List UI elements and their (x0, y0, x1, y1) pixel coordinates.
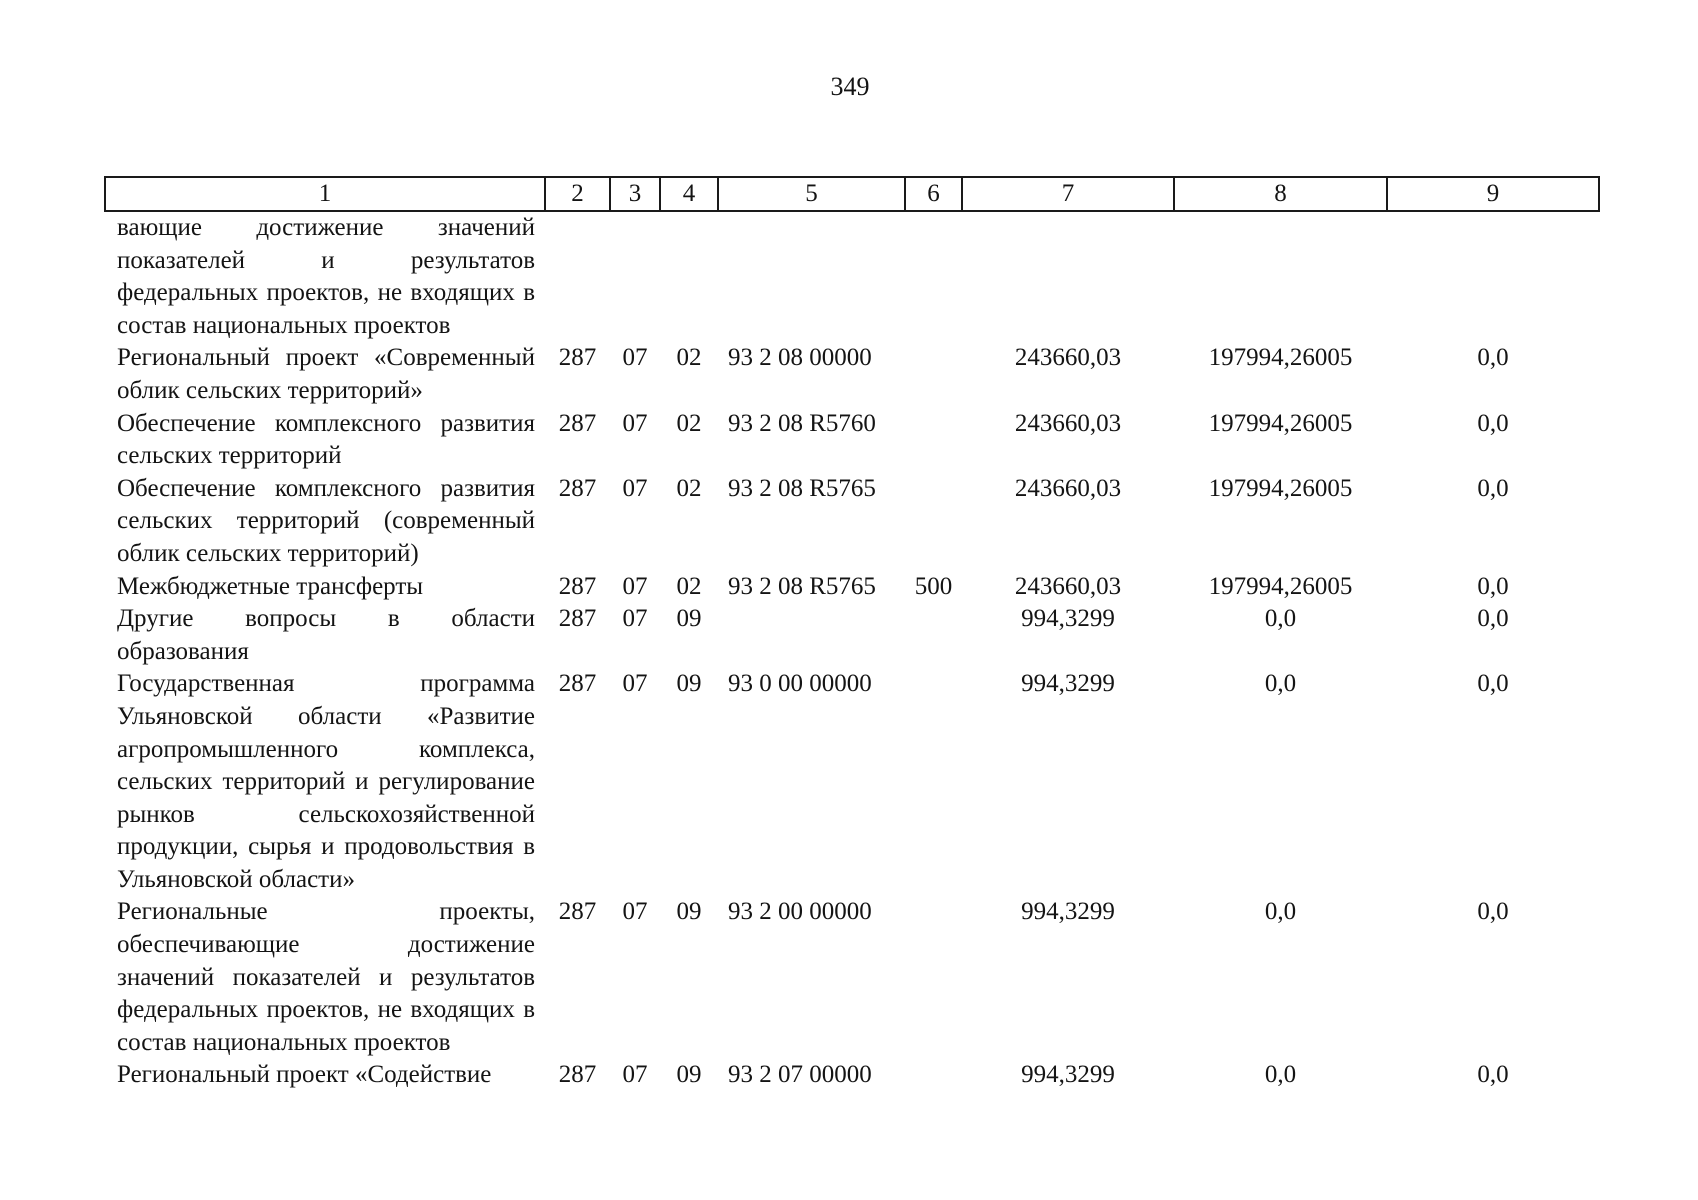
cell-col9: 0,0 (1477, 344, 1509, 372)
row-name: Региональные проекты, обеспечивающие достижение значений показателей и результатов федеральных проектов, не входящих в состав национальных проектов (117, 898, 535, 1056)
cell-col2: 287 (558, 409, 597, 437)
table-row (105, 1059, 1599, 1092)
column-header-9: 9 (1387, 177, 1599, 211)
row-name: Обеспечение комплексного развития сельских территорий (117, 409, 535, 470)
cell-col5: 93 2 08 R5760 (728, 409, 876, 437)
cell-col2: 287 (558, 898, 597, 926)
cell-col7: 243660,03 (1014, 409, 1122, 437)
cell-col8 (1174, 211, 1387, 342)
cell-col6 (905, 408, 962, 473)
cell-col5 (718, 603, 905, 668)
cell-col8: 0,0 (1264, 605, 1297, 633)
table-row (105, 211, 1599, 342)
cell-col2: 287 (558, 344, 597, 372)
cell-col6 (905, 1059, 962, 1092)
column-header-1: 1 (105, 177, 545, 211)
cell-col7: 243660,03 (1014, 344, 1122, 372)
column-header-7: 7 (962, 177, 1174, 211)
cell-col4: 02 (676, 572, 702, 600)
cell-col6: 500 (914, 572, 953, 600)
row-name: Межбюджетные трансферты (117, 572, 424, 600)
cell-col3: 07 (622, 1061, 648, 1089)
budget-table (104, 176, 1600, 1092)
cell-col5: 93 2 08 R5765 (728, 474, 876, 502)
table-header-row (105, 177, 1599, 211)
cell-col7: 243660,03 (1014, 572, 1122, 600)
cell-col6 (905, 342, 962, 407)
cell-col7 (962, 211, 1174, 342)
cell-col8: 0,0 (1264, 670, 1297, 698)
cell-col4: 02 (676, 474, 702, 502)
cell-col6 (905, 473, 962, 571)
table-row (105, 342, 1599, 407)
cell-col3: 07 (622, 409, 648, 437)
cell-col8: 197994,26005 (1208, 409, 1353, 437)
cell-col9: 0,0 (1477, 474, 1509, 502)
cell-col9: 0,0 (1477, 409, 1509, 437)
column-header-6: 6 (905, 177, 962, 211)
table-row (105, 668, 1599, 896)
row-name: Обеспечение комплексного развития сельских территорий (современный облик сельских территорий) (117, 474, 535, 567)
table-row (105, 896, 1599, 1059)
cell-col4: 09 (676, 605, 702, 633)
cell-col4: 09 (676, 670, 702, 698)
table-row (105, 603, 1599, 668)
cell-col8: 197994,26005 (1208, 344, 1353, 372)
column-header-2: 2 (545, 177, 610, 211)
cell-col7: 243660,03 (1014, 474, 1122, 502)
cell-col8: 0,0 (1264, 1061, 1297, 1089)
cell-col8: 197994,26005 (1208, 474, 1353, 502)
row-name: вающие достижение значений показателей и результатов федеральных проектов, не входящих в состав национальных проектов (117, 214, 535, 339)
cell-col9: 0,0 (1477, 605, 1509, 633)
cell-col6 (905, 896, 962, 1059)
cell-col5 (718, 211, 905, 342)
cell-col5: 93 2 00 00000 (728, 898, 872, 926)
cell-col9: 0,0 (1477, 898, 1509, 926)
cell-col5: 93 2 08 00000 (728, 344, 872, 372)
cell-col5: 93 2 07 00000 (728, 1061, 872, 1089)
cell-col6 (905, 603, 962, 668)
cell-col7: 994,3299 (1021, 1061, 1115, 1089)
cell-col6 (905, 211, 962, 342)
cell-col5: 93 0 00 00000 (728, 670, 872, 698)
cell-col2: 287 (558, 572, 597, 600)
cell-col3: 07 (622, 605, 648, 633)
cell-col7: 994,3299 (1021, 605, 1115, 633)
cell-col4 (660, 211, 718, 342)
cell-col6 (905, 668, 962, 896)
cell-col4: 02 (676, 409, 702, 437)
page-number: 349 (830, 72, 870, 101)
cell-col5: 93 2 08 R5765 (728, 572, 876, 600)
row-name: Государственная программа Ульяновской области «Развитие агропромышленного комплекса, сельских территорий и регулирование рынков сельскохозяйственной продукции, сырья и продовольствия в Ульяновской области» (117, 670, 535, 893)
cell-col3 (610, 211, 660, 342)
cell-col9: 0,0 (1477, 1061, 1509, 1089)
column-header-8: 8 (1174, 177, 1387, 211)
cell-col3: 07 (622, 344, 648, 372)
cell-col8: 197994,26005 (1208, 572, 1353, 600)
cell-col3: 07 (622, 898, 648, 926)
cell-col2: 287 (558, 1061, 597, 1089)
cell-col2: 287 (558, 605, 597, 633)
row-name: Другие вопросы в области образования (117, 605, 535, 665)
table-row (105, 408, 1599, 473)
cell-col2 (545, 211, 610, 342)
column-header-4: 4 (660, 177, 718, 211)
cell-col4: 02 (676, 344, 702, 372)
row-name: Региональный проект «Современный облик сельских территорий» (117, 344, 535, 404)
column-header-5: 5 (718, 177, 905, 211)
cell-col8: 0,0 (1264, 898, 1297, 926)
cell-col3: 07 (622, 572, 648, 600)
cell-col3: 07 (622, 474, 648, 502)
cell-col2: 287 (558, 670, 597, 698)
table-row (105, 473, 1599, 571)
cell-col7: 994,3299 (1021, 898, 1115, 926)
cell-col9 (1387, 211, 1599, 342)
cell-col9: 0,0 (1477, 670, 1509, 698)
cell-col2: 287 (558, 474, 597, 502)
cell-col4: 09 (676, 898, 702, 926)
column-header-3: 3 (610, 177, 660, 211)
row-name: Региональный проект «Содействие (117, 1061, 492, 1089)
cell-col3: 07 (622, 670, 648, 698)
cell-col7: 994,3299 (1021, 670, 1115, 698)
cell-col4: 09 (676, 1061, 702, 1089)
table-row (105, 571, 1599, 604)
cell-col9: 0,0 (1477, 572, 1509, 600)
